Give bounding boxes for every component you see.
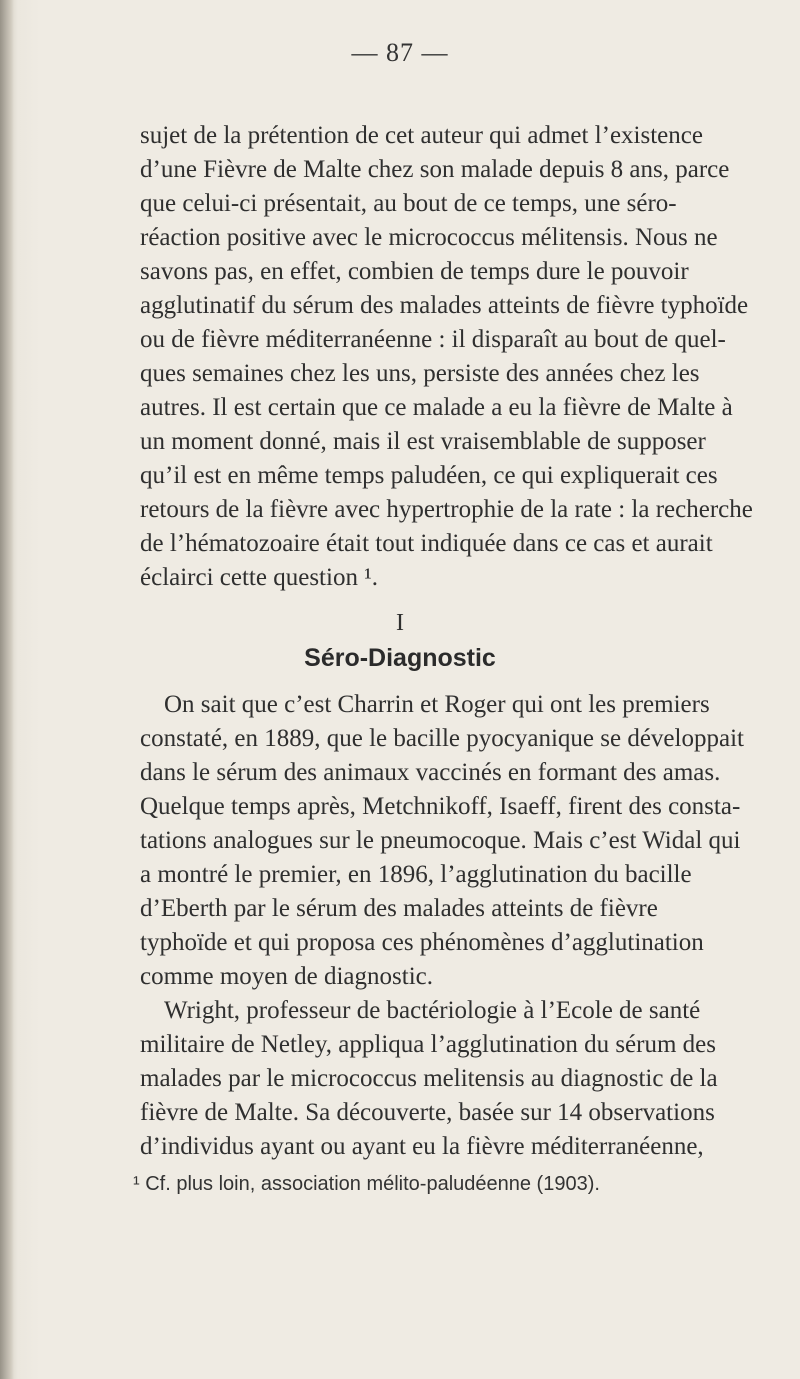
text-line: ou de fièvre méditerranéenne : il disparaît au bout de quel- (140, 326, 726, 353)
text-line: malades par le micrococcus melitensis au diagnostic de la (140, 1065, 718, 1092)
section-title: Séro-Diagnostic (304, 644, 496, 672)
text-line: que celui-ci présentait, au bout de ce temps, une séro- (140, 190, 677, 217)
text-line: fièvre de Malte. Sa découverte, basée sur 14 observations (140, 1099, 715, 1126)
text-line: Quelque temps après, Metchnikoff, Isaeff, firent des consta- (140, 793, 741, 820)
text-line: sujet de la prétention de cet auteur qui admet l’existence (140, 122, 703, 149)
text-line: constaté, en 1889, que le bacille pyocyanique se développait (140, 725, 744, 752)
text-line: On sait que c’est Charrin et Roger qui ont les premiers (164, 691, 710, 718)
text-line: éclairci cette question ¹. (140, 564, 378, 591)
text-line: savons pas, en effet, combien de temps dure le pouvoir (140, 258, 689, 285)
text-line: de l’hématozoaire était tout indiquée dans ce cas et aurait (140, 530, 713, 557)
text-line: typhoïde et qui proposa ces phénomènes d’agglutination (140, 929, 704, 956)
footnote: ¹ Cf. plus loin, association mélito-paludéenne (1903). (133, 1173, 600, 1195)
text-line: réaction positive avec le micrococcus mélitensis. Nous ne (140, 224, 718, 251)
text-line: un moment donné, mais il est vraisemblable de supposer (140, 428, 706, 455)
text-line: dans le sérum des animaux vaccinés en formant des amas. (140, 759, 721, 786)
text-line: d’Eberth par le sérum des malades atteints de fièvre (140, 895, 658, 922)
page-number: — 87 — (351, 38, 449, 67)
text-line: agglutinatif du sérum des malades atteints de fièvre typhoïde (140, 292, 749, 319)
text-line: d’individus ayant ou ayant eu la fièvre méditerranéenne, (140, 1133, 704, 1160)
text-line: qu’il est en même temps paludéen, ce qui expliquerait ces (140, 462, 718, 489)
text-line: Wright, professeur de bactériologie à l’Ecole de santé (164, 997, 701, 1024)
text-line: a montré le premier, en 1896, l’agglutination du bacille (140, 861, 692, 888)
text-line: comme moyen de diagnostic. (140, 963, 433, 990)
text-line: d’une Fièvre de Malte chez son malade depuis 8 ans, parce (140, 156, 730, 183)
text-line: ques semaines chez les uns, persiste des années chez les (140, 360, 700, 387)
section-number: I (396, 610, 404, 636)
text-line: autres. Il est certain que ce malade a eu la fièvre de Malte à (140, 394, 733, 421)
text-line: retours de la fièvre avec hypertrophie de la rate : la recherche (140, 496, 753, 523)
text-line: tations analogues sur le pneumocoque. Mais c’est Widal qui (140, 827, 741, 854)
text-line: militaire de Netley, appliqua l’agglutination du sérum des (140, 1031, 717, 1058)
